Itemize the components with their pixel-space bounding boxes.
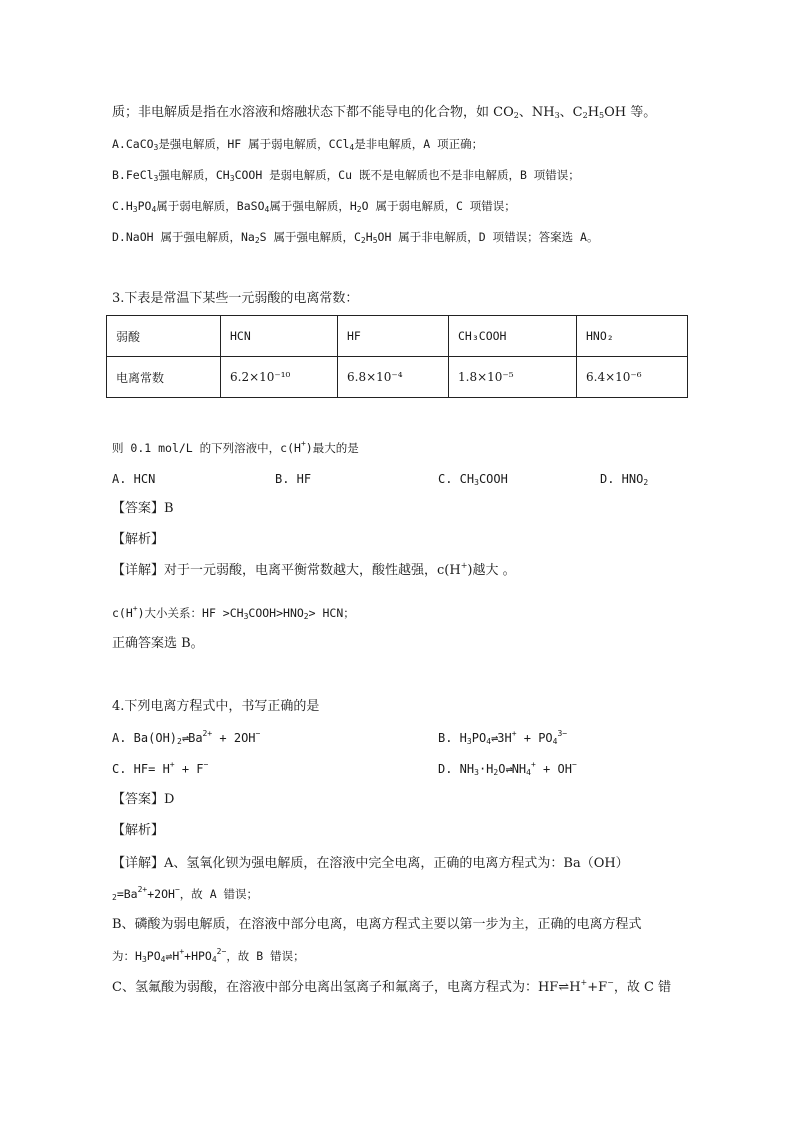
q3-option-a [112, 470, 155, 488]
order-3: c(H+)大小关系：HF $>CH_3COOH>HNO_2>$ HCN； [112, 604, 355, 621]
text-run: =Ba [116, 887, 138, 901]
text-run: D. NH [438, 762, 475, 776]
text-run: +2OH [147, 887, 175, 901]
option-d-explanation: D.NaOH 属于强电解质，$Na_2S$ 属于强电解质，$C_2H_5OH$ 属于非电解质，D 项错误；答案选 A。 [112, 230, 599, 245]
cell-text: HF [347, 329, 361, 343]
text-run: OH 等。 [604, 105, 657, 120]
cell-text: 6.8×10⁻⁴ [347, 370, 403, 384]
text-run: A. Ba(OH) [112, 731, 178, 745]
table-cell [338, 357, 449, 398]
text-run: O [498, 762, 506, 776]
text-run: 是强电解质，HF 属于弱电解质，CCl [158, 137, 350, 151]
table-cell [221, 357, 338, 398]
option-a-explanation: A.CaCO$_3$是强电解质，HF 属于弱电解质，CCl$_4$是非电解质，A 项正确； [112, 137, 484, 152]
detail-4-b-line2: 为：$H_3PO_4\rightleftharpoons H^++HPO_4^{2-}$，故 B 错误； [112, 947, 305, 964]
text-run: 、C [559, 105, 583, 120]
reversible-arrow-icon: ⇌ [491, 731, 498, 745]
text-run: C、氢氟酸为弱酸，在溶液中部分电离出氢离子和氟离子，电离方程式为：HF⇌H [112, 980, 581, 995]
text-run: + F [174, 762, 204, 776]
text-run: 则 0.1 mol/L 的下列溶液中，c(H [112, 441, 301, 455]
q4-option-d: D. $NH_3\cdot H_2O\rightleftharpoons NH_4^+ + OH^-$ [438, 760, 577, 777]
ionization-constant-table [106, 315, 688, 398]
text-run: PO [146, 949, 161, 963]
text-run: C. CH [438, 472, 475, 486]
text-run: + OH [535, 762, 572, 776]
text-run: 3H [497, 731, 512, 745]
text-run: 【解析】 [112, 823, 165, 838]
text-run: )大小关系：HF >CH [137, 606, 244, 620]
text-run: 属于强电解质，H [269, 199, 357, 213]
text-run: 【详解】A、氢氧化钡为强电解质，在溶液中完全电离，正确的电离方程式为：Ba（OH） [112, 856, 629, 871]
text-run: 3.下表是常温下某些一元弱酸的电离常数： [112, 291, 359, 306]
text-run: 、NH [518, 105, 555, 120]
text-run: + PO [516, 731, 553, 745]
text-line: 质；非电解质是指在水溶液和熔融状态下都不能导电的化合物，如 $CO_2$、$NH_3$、$C_2H_5OH$ 等。 [112, 105, 657, 120]
question-3-title [112, 290, 358, 308]
text-run: COOH 是弱电解质，Cu 既不是电解质也不是非电解质，B 项错误； [234, 168, 580, 182]
text-run: H [365, 230, 373, 244]
table-cell [107, 316, 221, 357]
cell-text: CH₃COOH [458, 329, 507, 343]
detail-4-a-line2: $_2=Ba^{2+}+2OH^-$，故 A 错误； [112, 885, 259, 902]
text-run: OH 属于非电解质，D 项错误；答案选 A。 [377, 230, 599, 244]
text-run: D.NaOH 属于强电解质，Na [112, 230, 255, 244]
text-run: COOH>HNO [248, 606, 304, 620]
text-run: ，故 B 错误； [226, 949, 305, 963]
q4-option-a: A. $Ba(OH)_2\rightleftharpoons Ba^{2+} + 2OH^-$ [112, 729, 261, 746]
table-cell [221, 316, 338, 357]
table-cell [338, 316, 449, 357]
table-cell [577, 357, 688, 398]
text-run: A.CaCO [112, 137, 154, 151]
answer-4 [112, 791, 174, 809]
reversible-arrow-icon: ⇌ [181, 731, 189, 745]
cell-text: HNO₂ [586, 329, 614, 343]
text-run: PO [471, 731, 487, 745]
table-cell [107, 357, 221, 398]
question-4-title [112, 698, 319, 716]
q3-option-c: C. $CH_3COOH$ [438, 472, 508, 487]
text-run: 4.下列电离方程式中，书写正确的是 [112, 699, 320, 714]
text-run: H [587, 105, 600, 120]
text-run: 为：H [112, 949, 142, 963]
detail-4-a-line1 [112, 855, 629, 873]
analysis-3 [112, 531, 164, 549]
q3-option-b [275, 470, 311, 488]
cell-text: HCN [230, 329, 251, 343]
text-run: D. HNO [600, 472, 644, 486]
analysis-4 [112, 822, 164, 840]
text-run: 【答案】B [112, 501, 174, 516]
table-row [107, 357, 688, 398]
table-cell [449, 316, 577, 357]
text-run: ，故 C 错 [613, 980, 672, 995]
text-run: B. HF [275, 472, 312, 486]
text-run: +F [587, 980, 608, 995]
question-3-stem: 则 0.1 mol/L 的下列溶液中，c(H+)最大的是 [112, 439, 359, 455]
text-run: 【解析】 [112, 532, 165, 547]
cell-text: 6.4×10⁻⁶ [586, 370, 642, 384]
text-run: ，故 A 错误； [179, 887, 259, 901]
detail-4-c-line1: C、氢氟酸为弱酸，在溶液中部分电离出氢离子和氟离子，电离方程式为：HF⇌H++F−，故 C 错 [112, 978, 672, 995]
cell-text: 弱酸 [116, 329, 141, 344]
detail-4-b-line1 [112, 916, 642, 934]
option-b-explanation: B.FeCl$_3$强电解质，$CH_3COOH$ 是弱电解质，Cu 既不是电解质也不是非电解质，B 项错误； [112, 168, 580, 183]
cell-text: 6.2×10⁻¹⁰ [230, 370, 291, 384]
table-row [107, 316, 688, 357]
text-run: S 属于强电解质，C [259, 230, 361, 244]
text-run: + 2OH [212, 731, 256, 745]
cell-text: 1.8×10⁻⁵ [458, 370, 514, 384]
text-run: c(H [112, 606, 133, 620]
text-run: 正确答案选 B。 [112, 636, 204, 651]
cell-text: 电离常数 [116, 370, 165, 385]
text-run: 是非电解质，A 项正确； [354, 137, 484, 151]
text-run: COOH [478, 472, 508, 486]
text-run: Ba [188, 731, 203, 745]
text-run: 属于弱电解质，BaSO [156, 199, 265, 213]
table-cell [577, 316, 688, 357]
q4-option-b: B. $H_3PO_4\rightleftharpoons 3H^+ + PO_4^{3-}$ [438, 729, 568, 746]
text-run: ⇌H [165, 949, 180, 963]
table-cell [449, 357, 577, 398]
answer-3 [112, 500, 174, 518]
text-run: NH [511, 762, 527, 776]
option-c-explanation: $C.H_3PO_4$属于弱电解质，BaSO$_4$属于强电解质，$H_2O$ 属于弱电解质，C 项错误； [112, 199, 516, 214]
text-run: +HPO [184, 949, 212, 963]
text-run: C.H [112, 199, 133, 213]
text-run: )最大的是 [305, 441, 359, 455]
text-run: B.FeCl [112, 168, 154, 182]
text-run: 【答案】D [112, 792, 175, 807]
text-run: 质；非电解质是指在水溶液和熔融状态下都不能导电的化合物，如 CO [112, 105, 514, 120]
text-run: O 属于弱电解质，C 项错误； [361, 199, 516, 213]
correct-3 [112, 635, 204, 653]
text-run: 【详解】对于一元弱酸，电离平衡常数越大，酸性越强，c(H [112, 563, 461, 578]
text-run: B、磷酸为弱电解质，在溶液中部分电离，电离方程式主要以第一步为主，正确的电离方程式 [112, 917, 642, 932]
q3-option-d: D. $HNO_2$ [600, 472, 649, 487]
text-run: > HCN； [308, 606, 355, 620]
text-run: )越大 。 [467, 563, 516, 578]
detail-3: 【详解】对于一元弱酸，电离平衡常数越大，酸性越强，c(H+)越大 。 [112, 561, 516, 578]
q4-option-c: C. HF= H+ + F− [112, 760, 209, 776]
text-run: 强电解质，CH [158, 168, 230, 182]
reversible-arrow-icon: ⇌ [505, 762, 512, 776]
text-run: C. HF= H [112, 762, 170, 776]
text-run: ·H [478, 762, 494, 776]
text-run: A. HCN [112, 472, 156, 486]
text-run: PO [137, 199, 152, 213]
text-run: B. H [438, 731, 467, 745]
